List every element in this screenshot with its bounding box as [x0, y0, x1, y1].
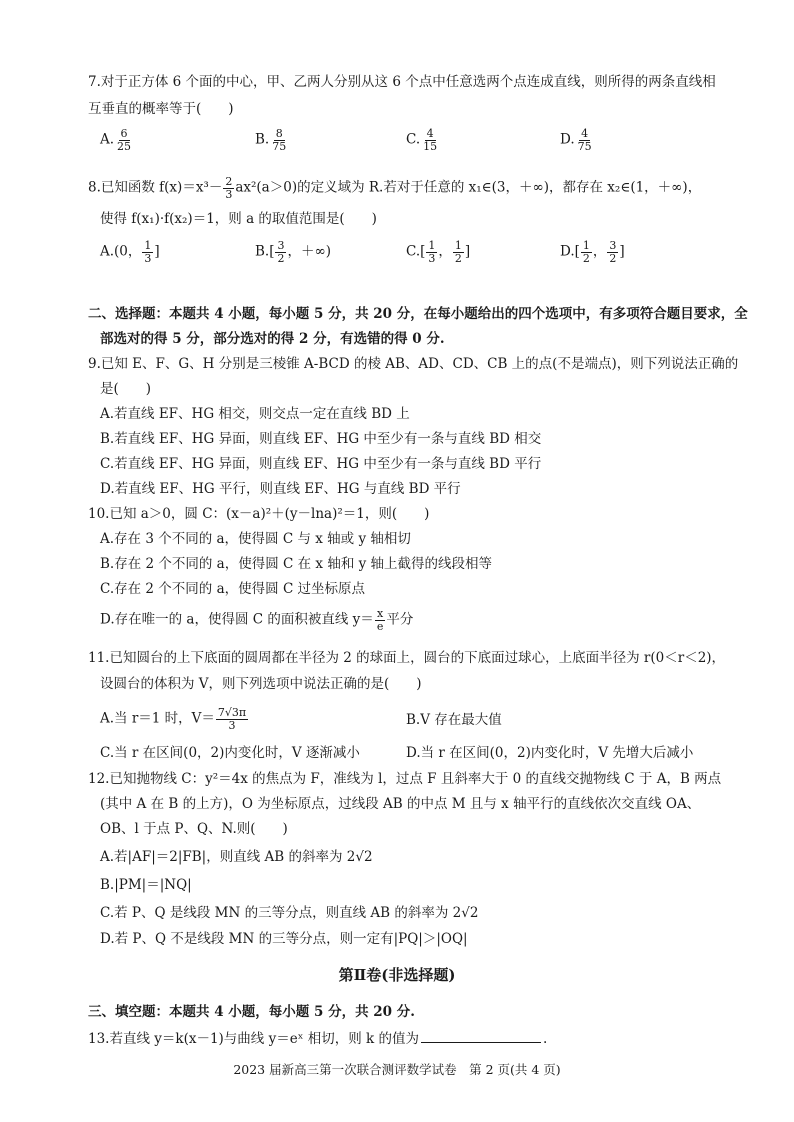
q7-option-b: [255, 128, 289, 152]
section3-heading: 三、填空题：本题共 4 小题，每小题 5 分，共 20 分.: [88, 1004, 415, 1020]
option-letter: D.: [560, 131, 575, 148]
q10-option-a: A.存在 3 个不同的 a，使得圆 C 与 x 轴或 y 轴相切: [100, 531, 411, 547]
fraction: $\frac{1}{3}$: [428, 239, 436, 265]
q12-option-b: B.|PM|＝|NQ|: [100, 877, 192, 893]
q7-stem-line2: 互垂直的概率等于( ): [88, 101, 234, 117]
q12-option-d: D.若 P、Q 不是线段 MN 的三等分点，则一定有|PQ|＞|OQ|: [100, 931, 468, 947]
q10-option-d: D.存在唯一的 a，使得圆 C 的面积被直线 y＝ $\frac{x}{e}$ 平分: [100, 607, 414, 633]
q7-option-a: [100, 128, 134, 152]
q12-stem-line1: 12.已知抛物线 C：y²＝4x 的焦点为 F，准线为 l，过点 F 且斜率大于 0 的直线交抛物线 C 于 A，B 两点: [88, 771, 722, 787]
q11-option-c: C.当 r 在区间(0，2)内变化时，V 逐渐减小: [100, 745, 360, 761]
q11-option-d: D.当 r 在区间(0，2)内变化时，V 先增大后减小: [406, 745, 694, 761]
q8-option-a: A.(0， $\frac{1}{3}$ ]: [100, 239, 160, 265]
q7-option-d: [560, 128, 595, 152]
q9-option-d: D.若直线 EF、HG 平行，则直线 EF、HG 与直线 BD 平行: [100, 481, 461, 497]
q11-option-b: B.V 存在最大值: [406, 712, 502, 728]
q12-option-a: A.若|AF|＝2|FB|，则直线 AB 的斜率为 2√2: [100, 849, 373, 865]
q7-option-c: [406, 128, 440, 152]
q10-option-c: C.存在 2 个不同的 a，使得圆 C 过坐标原点: [100, 581, 366, 597]
fraction: $\frac{6}{25}$: [117, 127, 132, 153]
q13-stem: 13.若直线 y＝k(x－1)与曲线 y＝eˣ 相切，则 k 的值为 .: [88, 1031, 548, 1047]
q8-option-b: B.[ $\frac{3}{2}$ ，＋∞): [255, 239, 331, 265]
q12-stem-line3: OB、l 于点 P、Q、N.则( ): [100, 821, 288, 837]
q12-option-c: C.若 P、Q 是线段 MN 的三等分点，则直线 AB 的斜率为 2√2: [100, 905, 479, 921]
page-footer: 2023 届新高三第一次联合测评数学试卷 第 2 页(共 4 页): [233, 1062, 561, 1077]
answer-blank[interactable]: [421, 1030, 541, 1043]
fraction: $\frac{4}{15}$: [423, 127, 438, 153]
fraction: $\frac{2}{3}$: [225, 175, 233, 201]
option-letter: A.: [100, 131, 115, 148]
fraction: $\frac{1}{2}$: [454, 239, 462, 265]
q8-option-c: C.[ $\frac{1}{3}$ ， $\frac{1}{2}$ ]: [406, 239, 471, 265]
q8-option-d: D.[ $\frac{1}{2}$ ， $\frac{3}{2}$ ]: [560, 239, 625, 265]
q11-stem-line1: 11.已知圆台的上下底面的圆周都在半径为 2 的球面上，圆台的下底面过球心，上底面半径为 r(0＜r＜2)，: [88, 650, 726, 666]
fraction: $\frac{3}{2}$: [277, 239, 285, 265]
option-letter: B.: [255, 131, 270, 148]
fraction: $\frac{8}{75}$: [272, 127, 287, 153]
q10-option-b: B.存在 2 个不同的 a，使得圆 C 在 x 轴和 y 轴上截得的线段相等: [100, 556, 493, 572]
fraction: $\frac{3}{2}$: [609, 239, 617, 265]
q9-stem-line1: 9.已知 E、F、G、H 分别是三棱锥 A-BCD 的棱 AB、AD、CD、CB 上的点(不是端点)，则下列说法正确的: [88, 356, 739, 372]
q12-stem-line2: (其中 A 在 B 的上方)，O 为坐标原点，过线段 AB 的中点 M 且与 x 轴平行的直线依次交直线 OA、: [100, 796, 701, 812]
part2-title: 第Ⅱ卷(非选择题): [338, 966, 456, 984]
fraction: $\frac{1}{3}$: [144, 239, 152, 265]
q9-option-c: C.若直线 EF、HG 异面，则直线 EF、HG 中至少有一条与直线 BD 平行: [100, 456, 542, 472]
section2-heading-line1: 二、选择题：本题共 4 小题，每小题 5 分，共 20 分，在每小题给出的四个选项中，有多项符合题目要求，全: [88, 306, 748, 322]
q9-option-b: B.若直线 EF、HG 异面，则直线 EF、HG 中至少有一条与直线 BD 相交: [100, 431, 542, 447]
q11-stem-line2: 设圆台的体积为 V，则下列选项中说法正确的是( ): [100, 676, 422, 692]
q9-option-a: A.若直线 EF、HG 相交，则交点一定在直线 BD 上: [100, 406, 410, 422]
fraction: $\frac{7√3\pi}{3}$: [217, 706, 247, 732]
fraction: $\frac{x}{e}$: [376, 607, 384, 633]
q7-stem-line1: 7.对于正方体 6 个面的中心，甲、乙两人分别从这 6 个点中任意选两个点连成直线，则所得的两条直线相: [88, 74, 716, 90]
q9-stem-line2: 是( ): [100, 381, 152, 397]
q11-option-a: A.当 r＝1 时，V＝ $\frac{7√3\pi}{3}$: [100, 706, 247, 732]
q10-stem: 10.已知 a＞0，圆 C：(x－a)²＋(y－lna)²＝1，则( ): [88, 506, 430, 522]
q8-stem-line1: 8.已知函数 f(x)＝x³－ $\frac{2}{3}$ ax²(a＞0)的定义域为 R.若对于任意的 x₁∈(3，＋∞)，都存在 x₂∈(1，＋∞)，: [88, 175, 702, 201]
q8-stem-line2: 使得 f(x₁)·f(x₂)＝1，则 a 的取值范围是( ): [100, 211, 377, 227]
section2-heading-line2: 部选对的得 5 分，部分选对的得 2 分，有选错的得 0 分.: [100, 331, 445, 347]
fraction: $\frac{4}{75}$: [577, 127, 592, 153]
fraction: $\frac{1}{2}$: [582, 239, 590, 265]
option-letter: C.: [406, 131, 421, 148]
